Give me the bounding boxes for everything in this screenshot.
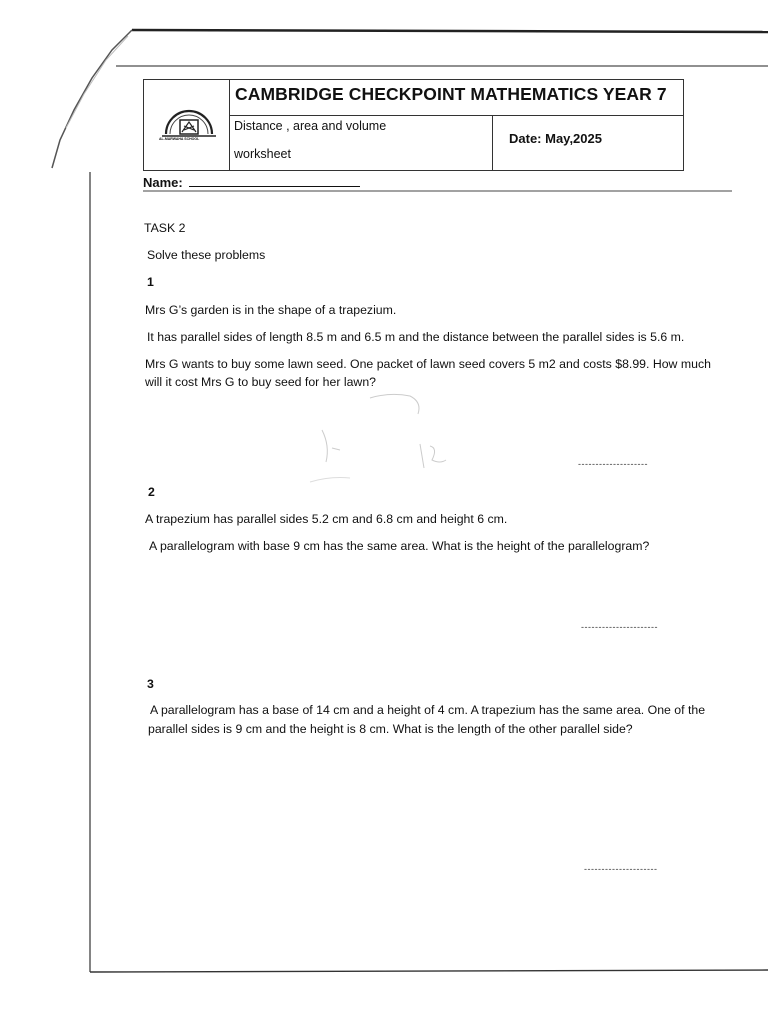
pencil-marks xyxy=(290,390,490,490)
worksheet-title: CAMBRIDGE CHECKPOINT MATHEMATICS YEAR 7 xyxy=(235,84,667,104)
school-logo xyxy=(154,100,224,150)
name-label: Name: xyxy=(143,175,183,190)
task-label: TASK 2 xyxy=(144,221,186,235)
title-cell xyxy=(230,80,683,116)
question-2-line-2: A parallelogram with base 9 cm has the same area. What is the height of the parallelogram? xyxy=(149,539,650,553)
answer-line-2[interactable]: ---------------------- xyxy=(581,622,658,632)
name-field[interactable] xyxy=(189,186,360,187)
question-number-1: 1 xyxy=(147,275,154,289)
header-table xyxy=(143,79,684,171)
question-1-line-2: It has parallel sides of length 8.5 m and 6.5 m and the distance between the parallel sides is 5.6 m. xyxy=(147,330,685,344)
task-instruction: Solve these problems xyxy=(147,248,266,262)
question-1-line-4: will it cost Mrs G to buy seed for her lawn? xyxy=(145,375,376,389)
question-3-line-1: A parallelogram has a base of 14 cm and a height of 4 cm. A trapezium has the same area. One of the xyxy=(150,703,706,717)
logo-text: AL-MARWAHA SCHOOL xyxy=(159,137,200,141)
logo-cell xyxy=(144,80,230,170)
answer-line-3[interactable]: --------------------- xyxy=(584,864,658,874)
date-cell xyxy=(493,116,683,170)
subject-line-2: worksheet xyxy=(234,147,291,161)
question-3-line-2: parallel sides is 9 cm and the height is 8 cm. What is the length of the other parallel side? xyxy=(148,722,633,736)
question-number-2: 2 xyxy=(148,485,155,499)
question-1-line-3: Mrs G wants to buy some lawn seed. One packet of lawn seed covers 5 m2 and costs $8.99. How much xyxy=(145,357,711,371)
answer-line-1[interactable]: -------------------- xyxy=(578,459,648,469)
subject-cell xyxy=(230,116,493,170)
date-label: Date: May,2025 xyxy=(509,131,602,146)
question-2-line-1: A trapezium has parallel sides 5.2 cm and 6.8 cm and height 6 cm. xyxy=(145,512,508,526)
subject-line-1: Distance , area and volume xyxy=(234,119,387,133)
question-1-line-1: Mrs G’s garden is in the shape of a trapezium. xyxy=(145,303,397,317)
question-number-3: 3 xyxy=(147,677,154,691)
